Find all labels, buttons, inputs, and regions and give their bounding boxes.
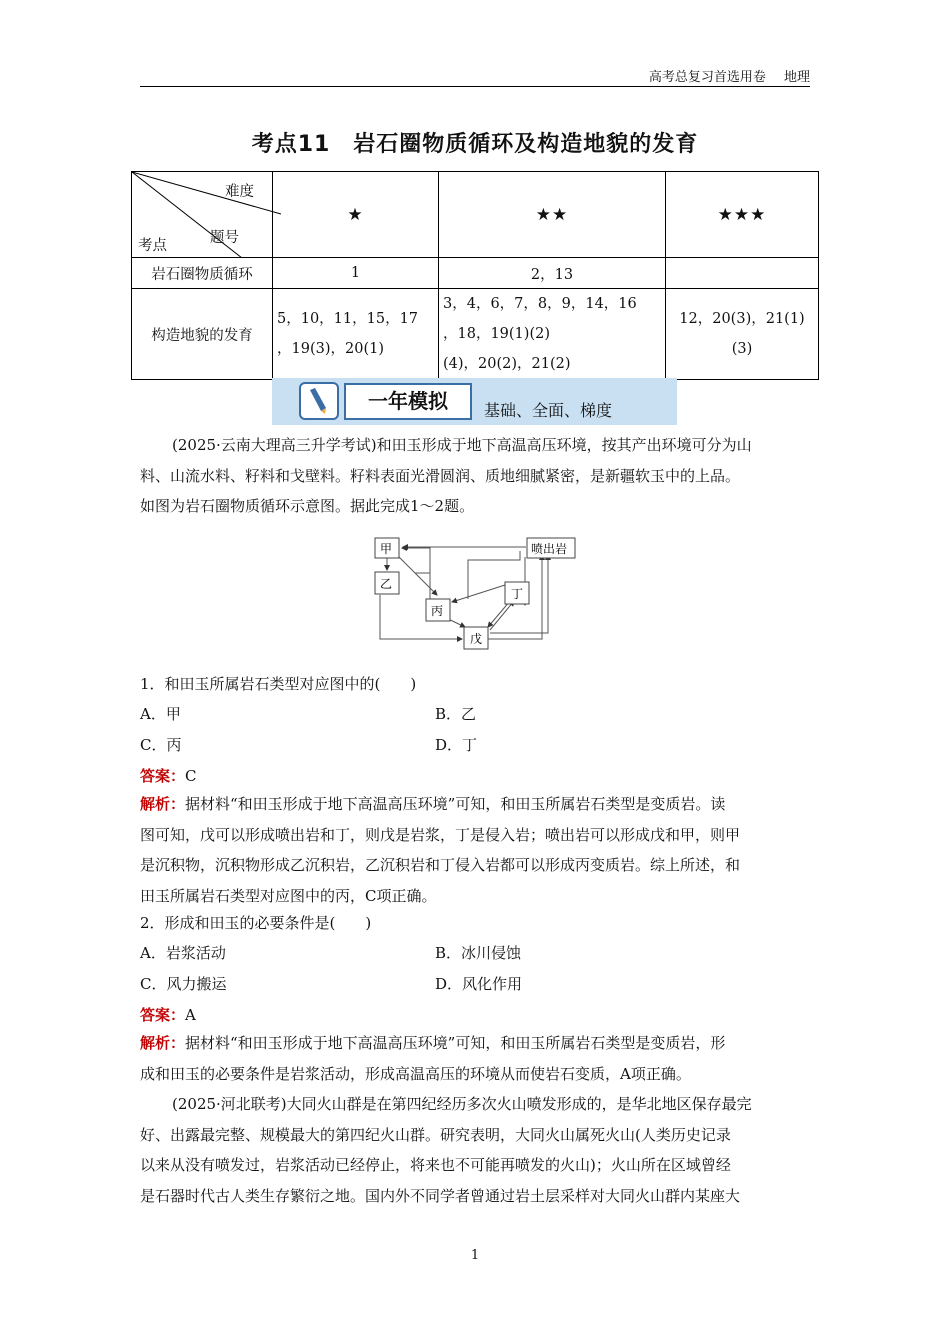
q1-answer-label: 答案： <box>140 767 186 785</box>
passage-1-line: (2025·云南大理高三升学考试)和田玉形成于地下高温高压环境，按其产出环境可分为山 <box>172 436 752 454</box>
q2-analysis <box>140 1028 810 1089</box>
pencil-icon <box>299 382 339 420</box>
q1-analysis-line: 田玉所属岩石类型对应图中的丙，C项正确。 <box>140 886 437 905</box>
node-jia-label: 甲 <box>380 542 393 556</box>
q2-option-d[interactable]: D．风化作用 <box>435 975 523 993</box>
passage-2-line: 以来从没有喷发过，岩浆活动已经停止，将来也不可能再喷发的火山)；火山所在区域曾经 <box>140 1156 731 1174</box>
node-bing <box>426 599 450 621</box>
node-wu <box>464 627 488 649</box>
cell-r2-c2-line3: (4)，20(2)，21(2) <box>443 356 571 372</box>
cell-r2-c1-line2: ，19(3)，20(1) <box>277 341 384 357</box>
banner-title: 一年模拟 <box>344 383 472 420</box>
q2-answer-label: 答案： <box>140 1006 186 1024</box>
q1-option-c[interactable]: C．丙 <box>140 736 182 754</box>
q1-option-a[interactable]: A．甲 <box>140 705 181 723</box>
difficulty-table <box>131 171 819 380</box>
q1-stem: 1．和田玉所属岩石类型对应图中的( ) <box>140 675 417 693</box>
passage-2-line: 好、出露最完整、规模最大的第四纪火山群。研究表明，大同火山属死火山(人类历史记录 <box>140 1125 731 1144</box>
q1-analysis-line: 是沉积物，沉积物形成乙沉积岩，乙沉积岩和丁侵入岩都可以形成丙变质岩。综上所述，和 <box>140 856 741 874</box>
topic-rock-cycle: 岩石圈物质循环 <box>132 258 273 289</box>
q2-option-c[interactable]: C．风力搬运 <box>140 975 227 993</box>
header-rule <box>140 86 810 87</box>
q2-answer-value: A <box>185 1006 196 1024</box>
rock-cycle-diagram <box>370 535 580 653</box>
node-jia <box>375 538 399 558</box>
cell-r2-c2-line2: ，18，19(1)(2) <box>443 326 550 342</box>
header-subject: 地理 <box>783 70 810 85</box>
passage-2 <box>140 1089 810 1211</box>
table-corner-cell <box>132 172 273 258</box>
passage-1 <box>140 430 810 522</box>
q2-analysis-line: 据材料“和田玉形成于地下高温高压环境”可知，和田玉所属岩石类型是变质岩，形 <box>185 1034 726 1052</box>
q1-analysis-label: 解析： <box>140 795 186 813</box>
q2-stem: 2．形成和田玉的必要条件是( ) <box>140 914 372 932</box>
q1-analysis <box>140 789 810 911</box>
node-ding-label: 丁 <box>511 587 524 601</box>
node-yi <box>375 572 399 594</box>
topic-landform: 构造地貌的发育 <box>132 289 273 380</box>
passage-2-line: (2025·河北联考)大同火山群是在第四纪经历多次火山喷发形成的，是华北地区保存最完 <box>172 1095 752 1113</box>
passage-1-line: 如图为岩石圈物质循环示意图。据此完成1～2题。 <box>140 497 475 515</box>
q1-answer-value: C <box>185 767 197 785</box>
cell-r2-c2 <box>439 289 666 380</box>
q1-option-b[interactable]: B．乙 <box>435 705 477 723</box>
q2-analysis-label: 解析： <box>140 1034 186 1052</box>
corner-difficulty: 难度 <box>225 184 254 200</box>
cell-r2-c3-line2: (3) <box>731 341 753 357</box>
passage-1-line: 料、山流水料、籽料和戈壁料。籽料表面光滑圆润、质地细腻紧密，是新疆软玉中的上品。 <box>140 466 741 485</box>
banner-subtitle: 基础、全面、梯度 <box>484 401 613 420</box>
level-1: ★ <box>273 172 439 258</box>
corner-topic: 考点 <box>138 238 167 254</box>
node-bing-label: 丙 <box>431 604 444 618</box>
cell-r1-c1: 1 <box>273 258 439 289</box>
node-ding <box>505 582 529 604</box>
q1-answer <box>140 765 197 786</box>
q1-analysis-line: 据材料“和田玉形成于地下高温高压环境”可知，和田玉所属岩石类型是变质岩。读 <box>185 795 726 813</box>
section-banner <box>272 378 677 425</box>
cell-r2-c3 <box>666 289 819 380</box>
cell-r2-c1-line1: 5，10，11，15，17 <box>277 311 419 327</box>
q2-answer <box>140 1004 196 1025</box>
page-number: 1 <box>470 1248 480 1263</box>
page-title: 考点11 岩石圈物质循环及构造地貌的发育 <box>251 132 699 157</box>
running-header <box>643 66 810 85</box>
node-wu-label: 戊 <box>470 632 483 646</box>
node-extrusive-rock-label: 喷出岩 <box>531 542 568 556</box>
node-yi-label: 乙 <box>380 577 393 591</box>
level-3: ★★★ <box>666 172 819 258</box>
corner-question-no: 题号 <box>210 230 239 246</box>
cell-r1-c3 <box>666 258 819 289</box>
cell-r2-c1 <box>273 289 439 380</box>
q2-option-a[interactable]: A．岩浆活动 <box>140 944 226 962</box>
cell-r2-c2-line1: 3，4，6，7，8，9，14，16 <box>443 296 637 312</box>
q1-analysis-line: 图可知，戊可以形成喷出岩和丁，则戊是岩浆，丁是侵入岩；喷出岩可以形成戊和甲，则甲 <box>140 825 741 844</box>
q2-option-b[interactable]: B．冰川侵蚀 <box>435 944 522 962</box>
q2-analysis-line: 成和田玉的必要条件是岩浆活动，形成高温高压的环境从而使岩石变质，A项正确。 <box>140 1064 691 1083</box>
header-book: 高考总复习首选用卷 <box>648 70 766 85</box>
cell-r1-c2: 2，13 <box>439 258 666 289</box>
q1-option-d[interactable]: D．丁 <box>435 736 478 754</box>
node-extrusive-rock <box>527 538 575 558</box>
level-2: ★★ <box>439 172 666 258</box>
cell-r2-c3-line1: 12，20(3)，21(1) <box>679 311 805 327</box>
passage-2-line: 是石器时代古人类生存繁衍之地。国内外不同学者曾通过岩土层采样对大同火山群内某座大 <box>140 1186 741 1205</box>
